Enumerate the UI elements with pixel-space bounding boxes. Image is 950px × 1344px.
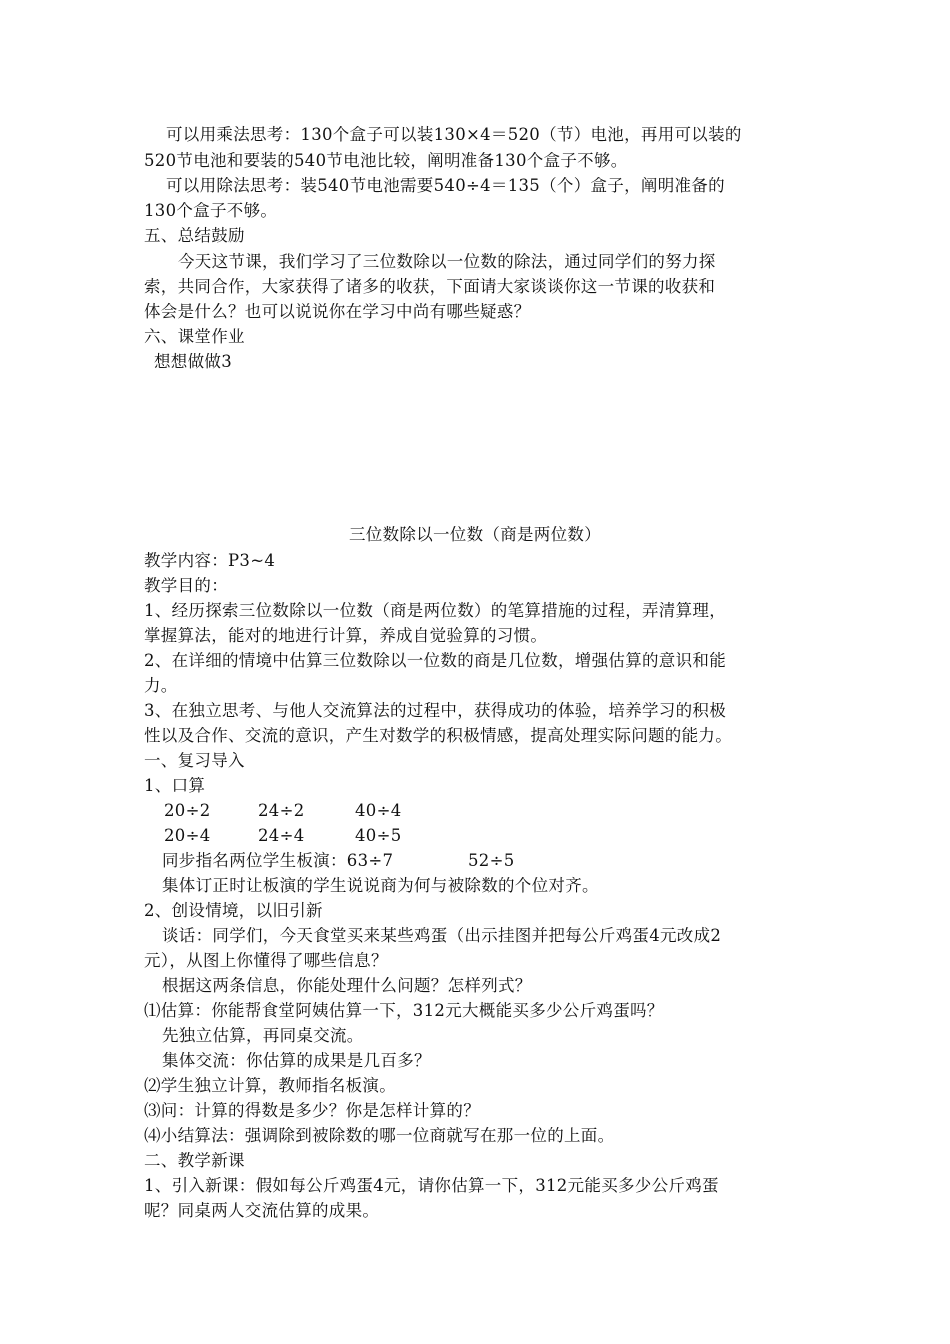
section-heading: 二、教学新课 xyxy=(144,1151,245,1170)
text-line: 今天这节课，我们学习了三位数除以一位数的除法，通过同学们的努力探 xyxy=(178,252,716,271)
math-item: 20÷2 xyxy=(164,801,211,820)
text-line: 520节电池和要装的540节电池比较，阐明准备130个盒子不够。 xyxy=(144,151,628,170)
text-line: 1、口算 xyxy=(144,776,206,795)
text-line: 130个盒子不够。 xyxy=(144,201,278,220)
text-line: 1、经历探索三位数除以一位数（商是两位数）的笔算措施的过程，弄清算理， xyxy=(144,601,726,620)
section-heading: 六、课堂作业 xyxy=(144,327,245,346)
text-line: 可以用除法思考：装540节电池需要540÷4＝135（个）盒子，阐明准备的 xyxy=(166,176,725,195)
text-line: 元），从图上你懂得了哪些信息？ xyxy=(144,951,388,970)
math-item: 52÷5 xyxy=(468,851,515,870)
text-line: 集体交流：你估算的成果是几百多？ xyxy=(162,1051,431,1070)
text-line: 谈话：同学们，今天食堂买来某些鸡蛋（出示挂图并把每公斤鸡蛋4元改成2 xyxy=(162,926,722,945)
math-item: 20÷4 xyxy=(164,826,211,845)
text-line: ⑴估算：你能帮食堂阿姨估算一下，312元大概能买多少公斤鸡蛋吗？ xyxy=(144,1001,664,1020)
text-line: 性以及合作、交流的意识，产生对数学的积极情感，提高处理实际问题的能力。 xyxy=(144,726,732,745)
text-line: 先独立估算，再同桌交流。 xyxy=(162,1026,364,1045)
text-line: 集体订正时让板演的学生说说商为何与被除数的个位对齐。 xyxy=(162,876,599,895)
math-item: 24÷4 xyxy=(258,826,305,845)
text-line: 3、在独立思考、与他人交流算法的过程中，获得成功的体验，培养学习的积极 xyxy=(144,701,726,720)
text-line: ⑵学生独立计算，教师指名板演。 xyxy=(144,1076,396,1095)
section-heading: 一、复习导入 xyxy=(144,751,245,770)
text-line: 教学内容：P3~4 xyxy=(144,551,276,570)
text-line: 同步指名两位学生板演：63÷7 xyxy=(162,851,394,870)
math-item: 24÷2 xyxy=(258,801,305,820)
text-line: ⑶问：计算的得数是多少？你是怎样计算的？ xyxy=(144,1101,480,1120)
text-line: 教学目的： xyxy=(144,576,228,595)
text-line: 1、引入新课：假如每公斤鸡蛋4元，请你估算一下，312元能买多少公斤鸡蛋 xyxy=(144,1176,719,1195)
text-line: 根据这两条信息，你能处理什么问题？怎样列式？ xyxy=(162,976,532,995)
text-line: 力。 xyxy=(144,676,178,695)
math-item: 40÷4 xyxy=(355,801,402,820)
math-item: 40÷5 xyxy=(355,826,402,845)
document-title: 三位数除以一位数（商是两位数） xyxy=(349,525,601,544)
text-line: 可以用乘法思考：130个盒子可以装130×4＝520（节）电池，再用可以装的 xyxy=(166,125,742,144)
text-line: 体会是什么？也可以说说你在学习中尚有哪些疑惑？ xyxy=(144,302,531,321)
text-line: 2、在详细的情境中估算三位数除以一位数的商是几位数，增强估算的意识和能 xyxy=(144,651,726,670)
section-heading: 五、总结鼓励 xyxy=(144,226,245,245)
text-line: 呢？同桌两人交流估算的成果。 xyxy=(144,1201,380,1220)
text-line: 掌握算法，能对的地进行计算，养成自觉验算的习惯。 xyxy=(144,626,548,645)
text-line: ⑷小结算法：强调除到被除数的哪一位商就写在那一位的上面。 xyxy=(144,1126,615,1145)
text-line: 想想做做3 xyxy=(154,352,232,371)
text-line: 索，共同合作，大家获得了诸多的收获，下面请大家谈谈你这一节课的收获和 xyxy=(144,277,716,296)
text-line: 2、创设情境，以旧引新 xyxy=(144,901,323,920)
